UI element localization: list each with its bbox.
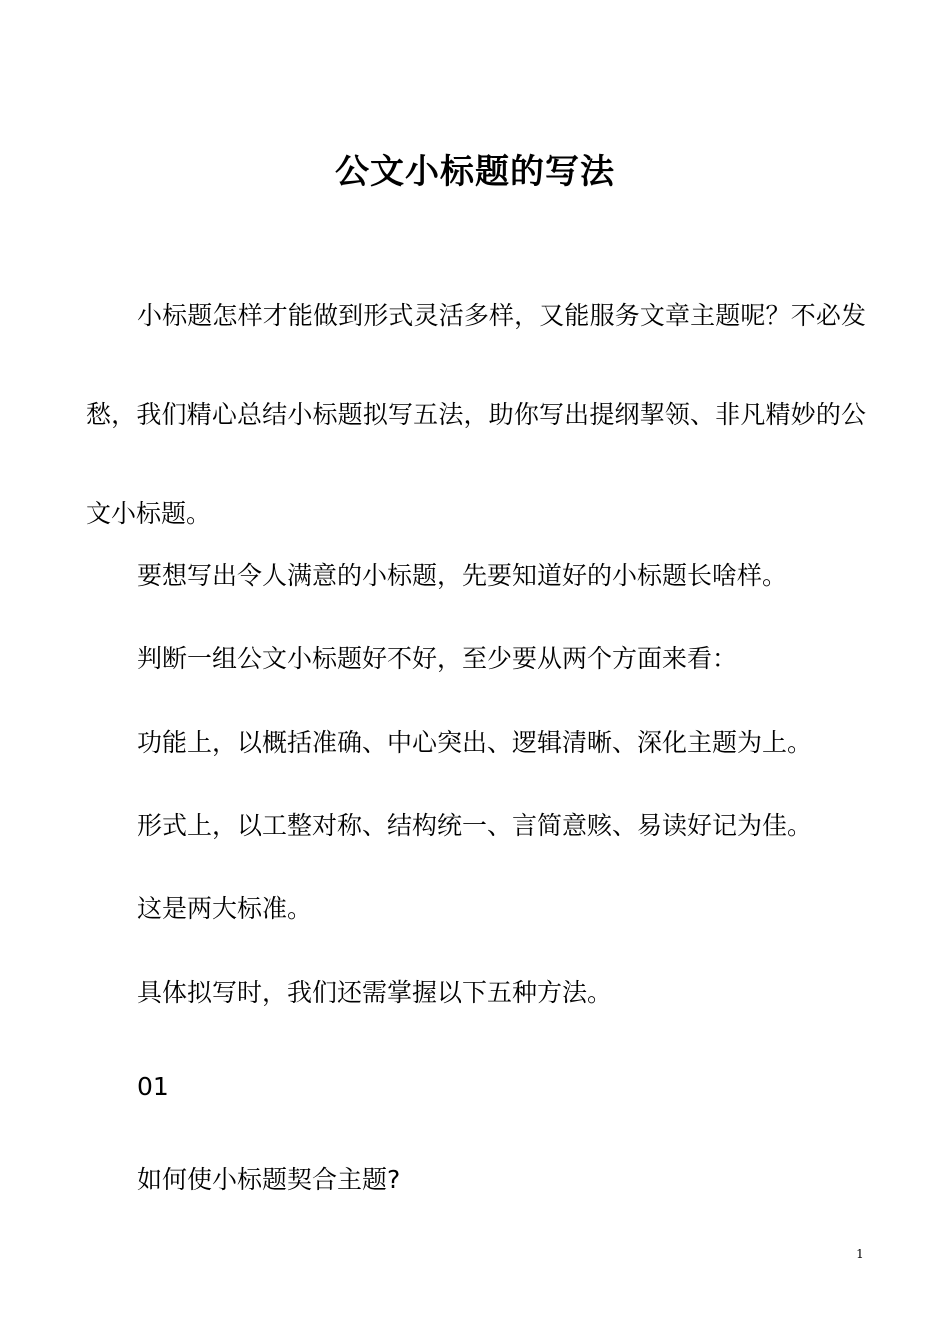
paragraph-4: 形式上，以工整对称、结构统一、言简意赅、易读好记为佳。: [137, 811, 813, 840]
paragraph-1: 要想写出令人满意的小标题，先要知道好的小标题长啥样。: [137, 561, 788, 590]
paragraph-6: 具体拟写时，我们还需掌握以下五种方法。: [137, 978, 613, 1007]
paragraph-2: 判断一组公文小标题好不好，至少要从两个方面来看：: [137, 644, 738, 673]
document-title: 公文小标题的写法: [335, 152, 615, 192]
paragraph-3: 功能上，以概括准确、中心突出、逻辑清晰、深化主题为上。: [137, 728, 813, 757]
page-number: 1: [856, 1247, 864, 1261]
section-number: 01: [137, 1072, 169, 1101]
section-heading: 如何使小标题契合主题?: [137, 1165, 401, 1194]
intro-paragraph: 小标题怎样才能做到形式灵活多样，又能服务文章主题呢？不必发愁，我们精心总结小标题拟写五法，助你写出提纲挈领、非凡精妙的公文小标题。: [86, 301, 866, 528]
paragraph-5: 这是两大标准。: [137, 894, 313, 923]
